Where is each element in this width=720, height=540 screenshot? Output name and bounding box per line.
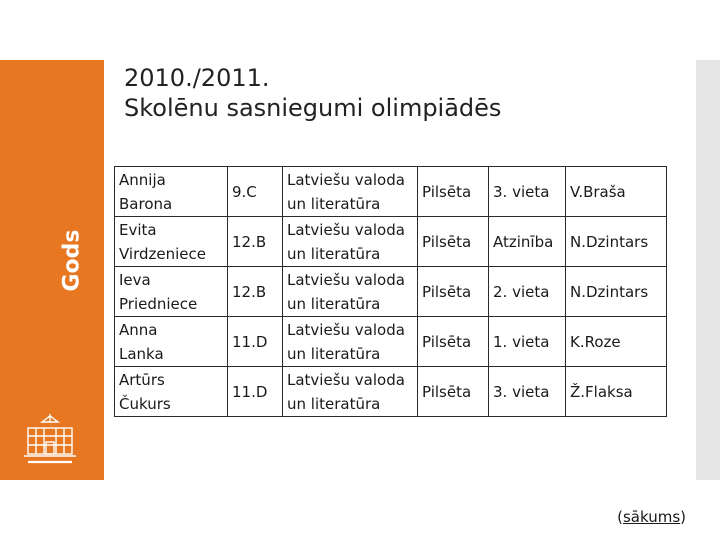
student-name-cell-text: Virdzeniece: [119, 244, 207, 263]
class-cell: [228, 317, 283, 367]
student-name-cell-text: Anna: [119, 320, 158, 339]
class-cell-text: 11.D: [232, 382, 268, 401]
title-year: 2010./2011.: [124, 64, 270, 92]
student-name-cell: [115, 217, 228, 267]
subject-cell: [283, 367, 418, 417]
subject-cell-text: Latviešu valoda: [287, 170, 405, 189]
student-name-cell: [115, 267, 228, 317]
table-row: [115, 367, 667, 417]
footer-close-paren: ): [680, 508, 686, 526]
subject-cell: [283, 217, 418, 267]
subject-cell-text: Latviešu valoda: [287, 270, 405, 289]
student-name-cell-text: Čukurs: [119, 394, 171, 413]
level-cell-text: Pilsēta: [422, 232, 472, 251]
teacher-cell-text: K.Roze: [570, 332, 621, 351]
class-cell: [228, 167, 283, 217]
student-name-cell-text: Evita: [119, 220, 157, 239]
teacher-cell-text: V.Braša: [570, 182, 626, 201]
footer-home-link-wrapper: [617, 508, 686, 526]
place-cell-text: 3. vieta: [493, 182, 550, 201]
class-cell: [228, 267, 283, 317]
class-cell-text: 9.C: [232, 182, 257, 201]
teacher-cell: [566, 167, 667, 217]
place-cell: [489, 267, 566, 317]
school-building-logo: [22, 412, 78, 470]
page-title: [124, 63, 501, 123]
subject-cell: [283, 317, 418, 367]
table-row: [115, 267, 667, 317]
level-cell: [418, 167, 489, 217]
student-name-cell-text: Artūrs: [119, 370, 165, 389]
student-name-cell: [115, 167, 228, 217]
subject-cell-text: Latviešu valoda: [287, 320, 405, 339]
teacher-cell: [566, 267, 667, 317]
subject-cell-text: Latviešu valoda: [287, 220, 405, 239]
place-cell: [489, 167, 566, 217]
teacher-cell-text: N.Dzintars: [570, 282, 649, 301]
subject-cell-text: un literatūra: [287, 244, 381, 263]
table-row: [115, 217, 667, 267]
class-cell: [228, 367, 283, 417]
results-table-body: [115, 167, 667, 417]
side-label-text: Gods: [59, 228, 85, 292]
olympiad-results-table: [114, 166, 667, 417]
class-cell-text: 11.D: [232, 332, 268, 351]
teacher-cell: [566, 367, 667, 417]
footer-open-paren: (: [617, 508, 623, 526]
place-cell-text: 2. vieta: [493, 282, 550, 301]
level-cell-text: Pilsēta: [422, 382, 472, 401]
place-cell-text: 3. vieta: [493, 382, 550, 401]
subject-cell-text: un literatūra: [287, 394, 381, 413]
level-cell: [418, 217, 489, 267]
subject-cell-text: un literatūra: [287, 344, 381, 363]
level-cell: [418, 267, 489, 317]
level-cell-text: Pilsēta: [422, 282, 472, 301]
table-row: [115, 167, 667, 217]
level-cell: [418, 367, 489, 417]
student-name-cell-text: Priedniece: [119, 294, 198, 313]
student-name-cell-text: Lanka: [119, 344, 164, 363]
home-link[interactable]: sākums: [622, 508, 681, 526]
teacher-cell: [566, 317, 667, 367]
subject-cell-text: Latviešu valoda: [287, 370, 405, 389]
class-cell-text: 12.B: [232, 232, 267, 251]
place-cell: [489, 217, 566, 267]
subject-cell: [283, 267, 418, 317]
class-cell-text: 12.B: [232, 282, 267, 301]
right-gray-strip: [696, 60, 720, 480]
level-cell-text: Pilsēta: [422, 332, 472, 351]
subject-cell: [283, 167, 418, 217]
title-heading: Skolēnu sasniegumi olimpiādēs: [124, 94, 502, 122]
student-name-cell-text: Barona: [119, 194, 173, 213]
table-row: [115, 317, 667, 367]
class-cell: [228, 217, 283, 267]
level-cell: [418, 317, 489, 367]
student-name-cell: [115, 367, 228, 417]
subject-cell-text: un literatūra: [287, 294, 381, 313]
place-cell: [489, 367, 566, 417]
teacher-cell: [566, 217, 667, 267]
teacher-cell-text: Ž.Flaksa: [570, 382, 633, 401]
place-cell: [489, 317, 566, 367]
student-name-cell-text: Annija: [119, 170, 166, 189]
student-name-cell-text: Ieva: [119, 270, 151, 289]
teacher-cell-text: N.Dzintars: [570, 232, 649, 251]
place-cell-text: 1. vieta: [493, 332, 550, 351]
level-cell-text: Pilsēta: [422, 182, 472, 201]
subject-cell-text: un literatūra: [287, 194, 381, 213]
place-cell-text: Atzinība: [493, 232, 554, 251]
student-name-cell: [115, 317, 228, 367]
year-side-label: [40, 210, 104, 310]
